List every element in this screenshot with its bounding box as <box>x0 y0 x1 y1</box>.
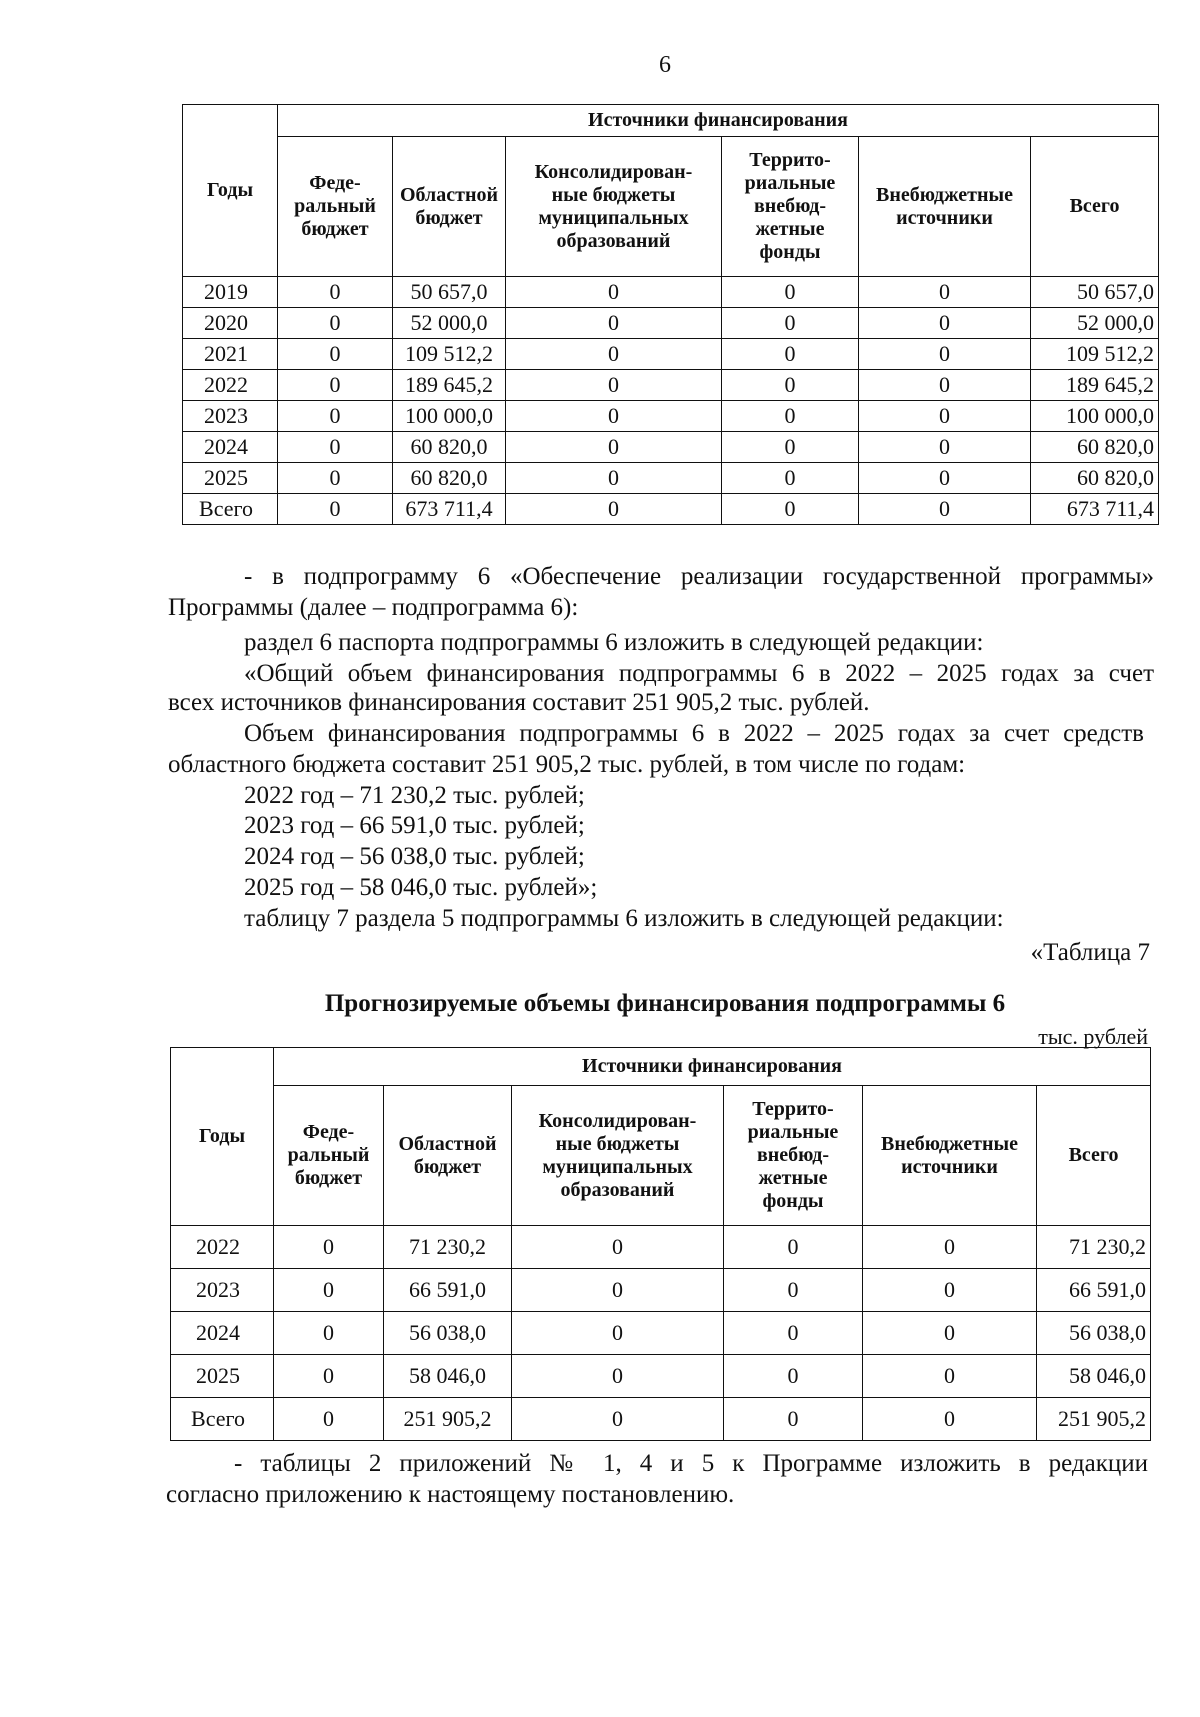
cell-regional: 60 820,0 <box>393 463 506 494</box>
header-sources: Источники финансирования <box>274 1048 1151 1086</box>
cell-total: 109 512,2 <box>1031 339 1159 370</box>
cell-federal: 0 <box>278 432 393 463</box>
paragraph-regional-volume-cont: областного бюджета составит 251 905,2 тыс. рублей, в том числе по годам: <box>168 751 966 778</box>
financing-table-2 <box>170 1047 1151 1441</box>
cell-territorial: 0 <box>724 1269 863 1312</box>
header-years: Годы <box>183 105 278 277</box>
cell-total: 189 645,2 <box>1031 370 1159 401</box>
paragraph-subprogram-6: - в подпрограмму 6 «Обеспечение реализации государственной программы» <box>244 563 1154 590</box>
cell-federal: 0 <box>278 494 393 525</box>
cell-year: 2024 <box>183 432 278 463</box>
header-sources: Источники финансирования <box>278 105 1159 137</box>
table-row <box>171 1355 1151 1398</box>
cell-extra: 0 <box>863 1269 1037 1312</box>
cell-regional: 66 591,0 <box>384 1269 512 1312</box>
cell-municipal: 0 <box>506 494 722 525</box>
cell-extra: 0 <box>859 432 1031 463</box>
cell-extra: 0 <box>863 1226 1037 1269</box>
cell-total: 60 820,0 <box>1031 463 1159 494</box>
cell-regional: 58 046,0 <box>384 1355 512 1398</box>
cell-territorial: 0 <box>722 401 859 432</box>
header-total: Всего <box>1031 137 1159 277</box>
cell-territorial: 0 <box>724 1398 863 1441</box>
cell-extra: 0 <box>859 370 1031 401</box>
table-row <box>183 463 1159 494</box>
cell-regional: 109 512,2 <box>393 339 506 370</box>
cell-territorial: 0 <box>722 463 859 494</box>
table-row <box>171 1312 1151 1355</box>
cell-federal: 0 <box>274 1269 384 1312</box>
cell-regional: 673 711,4 <box>393 494 506 525</box>
cell-year: 2022 <box>171 1226 274 1269</box>
cell-year: 2019 <box>183 277 278 308</box>
cell-year: 2020 <box>183 308 278 339</box>
table-row <box>183 370 1159 401</box>
paragraph-total-volume-cont: всех источников финансирования составит 251 905,2 тыс. рублей. <box>168 689 870 716</box>
cell-territorial: 0 <box>724 1226 863 1269</box>
cell-federal: 0 <box>274 1312 384 1355</box>
cell-territorial: 0 <box>724 1355 863 1398</box>
cell-extra: 0 <box>859 494 1031 525</box>
cell-municipal: 0 <box>512 1269 724 1312</box>
cell-extra: 0 <box>859 339 1031 370</box>
cell-year: 2021 <box>183 339 278 370</box>
header-territorial: Террито- риальные внебюд- жетные фонды <box>722 137 859 277</box>
table-row <box>171 1226 1151 1269</box>
cell-territorial: 0 <box>722 339 859 370</box>
table-row <box>183 339 1159 370</box>
cell-year: Всего <box>183 494 278 525</box>
paragraph-table-7: таблицу 7 раздела 5 подпрограммы 6 изложить в следующей редакции: <box>244 905 1004 932</box>
cell-total: 52 000,0 <box>1031 308 1159 339</box>
cell-municipal: 0 <box>506 308 722 339</box>
cell-year: 2023 <box>183 401 278 432</box>
cell-territorial: 0 <box>722 277 859 308</box>
cell-federal: 0 <box>274 1398 384 1441</box>
cell-year: 2024 <box>171 1312 274 1355</box>
cell-federal: 0 <box>278 463 393 494</box>
cell-total: 60 820,0 <box>1031 432 1159 463</box>
cell-total: 71 230,2 <box>1037 1226 1151 1269</box>
table-row <box>183 494 1159 525</box>
cell-year: 2022 <box>183 370 278 401</box>
table-row <box>183 432 1159 463</box>
cell-territorial: 0 <box>722 432 859 463</box>
year-2023-amount: 2023 год – 66 591,0 тыс. рублей; <box>244 812 585 839</box>
cell-federal: 0 <box>274 1226 384 1269</box>
cell-federal: 0 <box>274 1355 384 1398</box>
cell-regional: 50 657,0 <box>393 277 506 308</box>
cell-federal: 0 <box>278 308 393 339</box>
header-extra: Внебюджетные источники <box>863 1086 1037 1226</box>
cell-municipal: 0 <box>506 463 722 494</box>
header-federal: Феде- ральный бюджет <box>274 1086 384 1226</box>
header-municipal: Консолидирован- ные бюджеты муниципальных образований <box>506 137 722 277</box>
cell-total: 100 000,0 <box>1031 401 1159 432</box>
cell-extra: 0 <box>863 1398 1037 1441</box>
cell-regional: 52 000,0 <box>393 308 506 339</box>
header-regional: Областной бюджет <box>384 1086 512 1226</box>
cell-regional: 251 905,2 <box>384 1398 512 1441</box>
header-total: Всего <box>1037 1086 1151 1226</box>
cell-extra: 0 <box>863 1312 1037 1355</box>
paragraph-section-6: раздел 6 паспорта подпрограммы 6 изложить в следующей редакции: <box>244 629 984 656</box>
header-federal: Феде- ральный бюджет <box>278 137 393 277</box>
paragraph-regional-volume: Объем финансирования подпрограммы 6 в 2022 – 2025 годах за счет средств <box>244 720 1144 747</box>
page-number: 6 <box>659 52 671 78</box>
cell-territorial: 0 <box>724 1312 863 1355</box>
cell-regional: 100 000,0 <box>393 401 506 432</box>
table-row <box>183 401 1159 432</box>
header-years: Годы <box>171 1048 274 1226</box>
cell-territorial: 0 <box>722 308 859 339</box>
financing-table-1 <box>182 104 1159 525</box>
final-paragraph: - таблицы 2 приложений № 1, 4 и 5 к Программе изложить в редакции <box>234 1450 1148 1477</box>
table-7-label: «Таблица 7 <box>1030 939 1150 966</box>
year-2025-amount: 2025 год – 58 046,0 тыс. рублей»; <box>244 874 598 901</box>
cell-year: 2023 <box>171 1269 274 1312</box>
table-7-title: Прогнозируемые объемы финансирования подпрограммы 6 <box>324 990 1006 1017</box>
header-municipal: Консолидирован- ные бюджеты муниципальных образований <box>512 1086 724 1226</box>
cell-municipal: 0 <box>506 432 722 463</box>
cell-extra: 0 <box>859 401 1031 432</box>
cell-extra: 0 <box>859 277 1031 308</box>
cell-extra: 0 <box>859 308 1031 339</box>
cell-municipal: 0 <box>512 1312 724 1355</box>
header-territorial: Террито- риальные внебюд- жетные фонды <box>724 1086 863 1226</box>
cell-territorial: 0 <box>722 370 859 401</box>
cell-federal: 0 <box>278 339 393 370</box>
cell-municipal: 0 <box>506 401 722 432</box>
cell-extra: 0 <box>863 1355 1037 1398</box>
table-row <box>183 277 1159 308</box>
unit-label: тыс. рублей <box>1038 1024 1148 1049</box>
cell-municipal: 0 <box>506 339 722 370</box>
cell-total: 66 591,0 <box>1037 1269 1151 1312</box>
cell-total: 58 046,0 <box>1037 1355 1151 1398</box>
cell-regional: 189 645,2 <box>393 370 506 401</box>
cell-regional: 71 230,2 <box>384 1226 512 1269</box>
cell-municipal: 0 <box>506 277 722 308</box>
final-paragraph-cont: согласно приложению к настоящему постановлению. <box>166 1481 735 1508</box>
cell-municipal: 0 <box>506 370 722 401</box>
cell-municipal: 0 <box>512 1398 724 1441</box>
table-row <box>171 1269 1151 1312</box>
paragraph-subprogram-6-cont: Программы (далее – подпрограмма 6): <box>168 594 579 621</box>
cell-year: Всего <box>171 1398 274 1441</box>
cell-federal: 0 <box>278 401 393 432</box>
cell-year: 2025 <box>183 463 278 494</box>
header-regional: Областной бюджет <box>393 137 506 277</box>
paragraph-total-volume: «Общий объем финансирования подпрограммы 6 в 2022 – 2025 годах за счет <box>244 660 1154 687</box>
cell-municipal: 0 <box>512 1355 724 1398</box>
year-2022-amount: 2022 год – 71 230,2 тыс. рублей; <box>244 782 585 809</box>
table-row <box>171 1398 1151 1441</box>
cell-year: 2025 <box>171 1355 274 1398</box>
cell-total: 673 711,4 <box>1031 494 1159 525</box>
cell-regional: 56 038,0 <box>384 1312 512 1355</box>
cell-federal: 0 <box>278 370 393 401</box>
cell-total: 56 038,0 <box>1037 1312 1151 1355</box>
cell-municipal: 0 <box>512 1226 724 1269</box>
cell-extra: 0 <box>859 463 1031 494</box>
header-extra: Внебюджетные источники <box>859 137 1031 277</box>
cell-total: 50 657,0 <box>1031 277 1159 308</box>
cell-regional: 60 820,0 <box>393 432 506 463</box>
year-2024-amount: 2024 год – 56 038,0 тыс. рублей; <box>244 843 585 870</box>
table-row <box>183 308 1159 339</box>
cell-total: 251 905,2 <box>1037 1398 1151 1441</box>
cell-federal: 0 <box>278 277 393 308</box>
cell-territorial: 0 <box>722 494 859 525</box>
